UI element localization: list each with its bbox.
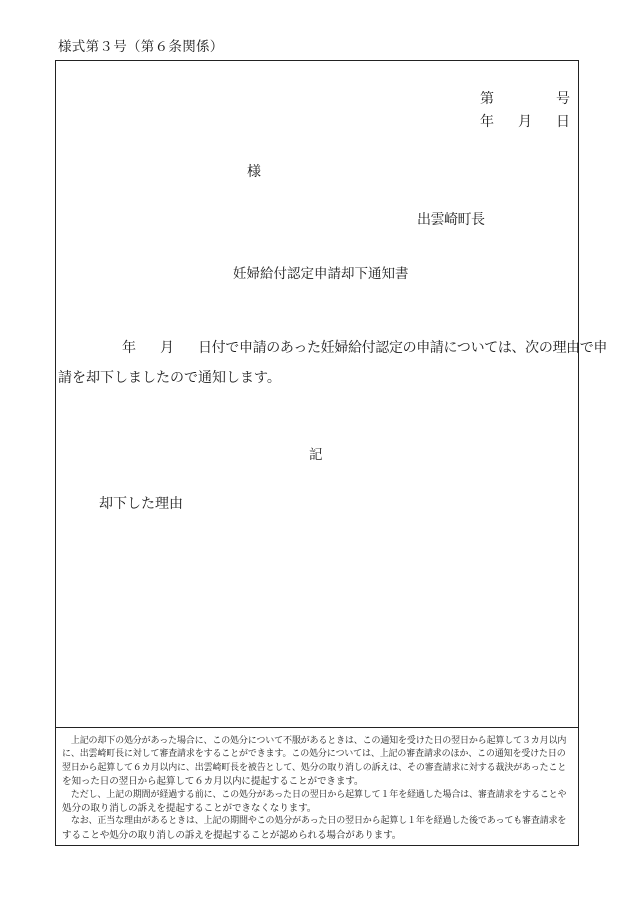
doc-number-dai: 第	[480, 91, 494, 107]
body-line2: 請を却下しましたので通知します。	[58, 370, 281, 386]
note-line: 翌日から起算して６カ月以内に、出雲崎町長を被告として、処分の取り消しの訴えは、その審査請求に対する裁決があったこと	[62, 762, 567, 773]
notice-body-area	[56, 61, 608, 728]
doc-number-go: 号	[556, 91, 570, 107]
note-line: することや処分の取り消しの訴えを提起することが認められる場合があります。	[62, 829, 402, 841]
form-number: 様式第３号（第６条関係）	[58, 39, 224, 55]
body-month: 月	[160, 340, 174, 356]
body-line1: 日付で申請のあった妊婦給付認定の申請については、次の理由で申	[198, 340, 608, 356]
date-year: 年	[480, 114, 494, 130]
note-line: を知った日の翌日から起算して６カ月以内に提起することができます。	[62, 776, 364, 788]
appeal-notes	[62, 735, 574, 842]
reason-label: 却下した理由	[99, 496, 183, 512]
addressee-suffix: 様	[247, 164, 261, 180]
note-line: なお、正当な理由があるときは、上記の期間やこの処分があった日の翌日から起算し１年を経過した後であっても審査請求を	[62, 816, 567, 827]
body-year: 年	[122, 340, 136, 356]
note-line: 上記の却下の処分があった場合に、この処分について不服があるときは、この通知を受けた日の翌日から起算して３カ月以内	[62, 736, 567, 746]
note-line: ただし、上記の期間が経過する前に、この処分があった日の翌日から起算して１年を経過した場合は、審査請求をすることや	[62, 789, 567, 800]
date-month: 月	[518, 114, 532, 130]
date-day: 日	[556, 114, 570, 130]
ki-heading: 記	[309, 447, 323, 463]
issuer-name: 出雲崎町長	[417, 212, 485, 228]
document-frame	[55, 60, 608, 846]
notice-title: 妊婦給付認定申請却下通知書	[233, 266, 409, 282]
note-line: 処分の取り消しの訴えを提起することができなくなります。	[62, 803, 317, 815]
note-line: に、出雲崎町長に対して審査請求をすることができます。この処分については、上記の審査請求のほか、この通知を受けた日の	[62, 749, 566, 760]
